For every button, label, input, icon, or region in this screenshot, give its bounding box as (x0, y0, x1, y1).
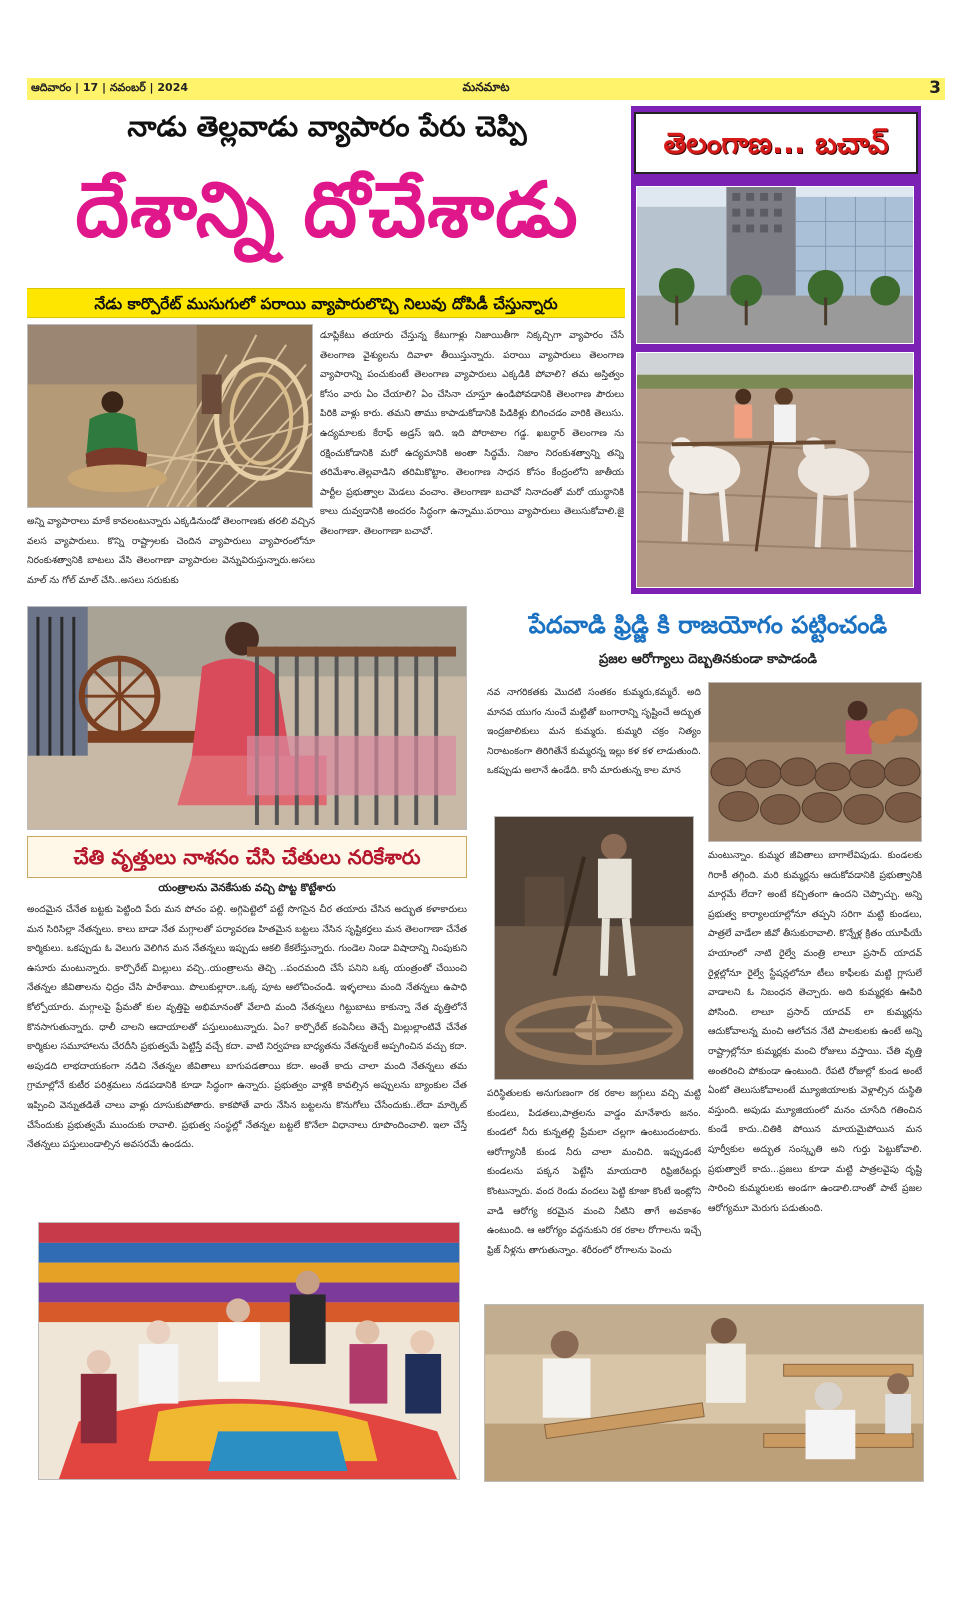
handloom-body (27, 900, 467, 1214)
handloom-body-text: అందమైన చేనేత బట్టకు పెట్టింది పేరు మన పోచం పల్లి. అగ్గిపెట్టెలో పట్టే సొగసైన చీర తయారు చేసిన అద్భుత కళాకారులు మన సిరిసిల్లా నేతన్నలు. కాలు బాడా నేత మగ్గాలతో పర్యావరణ హితమైన బట్టలు నేసిన సృష్టికర్తలు మన తెలంగాణా చేనేత కార్మికులు. ఒకప్పుడు ఓ వెలుగు వెలిగిన మన నేతన్నలు ఇప్పుడు ఆకలి కేకలేస్తున్నారు. గుండెల నిండా విషాదాన్ని నింపుకుని ఉసూరు మంటున్నారు. కార్పొరేట్ మిల్లులు వచ్చి..యంత్రాలను తెచ్చి ..పందమంది చేసే పనిని ఒక్క యంత్రంతో చేయించి నేతన్నల జీవితాలను ఛిద్రం చేసి పారేశాయి. పొలుకుల్లారా..ఒక్క పూట ఆలోచించండి. ఇళ్ళలాలు మంది నేతన్నలు ఉపాధి కోల్పోయారు. మగ్గాలపై ప్రేమతో కుల వృత్తిపై అభిమానంతో వేలాది మంది నేతన్నలు గిట్టుబాటు కాకున్నా నేత వృత్తిలోనే కొనసాగుతున్నారు. ధాలీ చాలని ఆదాయాలతో పస్తులుంటున్నారు. ఏం? కార్పొరేట్ కంపెనీలు తెచ్చే మిల్లుల్లాంటివే చేనేత కార్మికుల సమూహాలను చేరదీసి ప్రభుత్వమే పెట్టిస్తే వచ్చే కదా. వాటి నిర్వహణ బాధ్యతను నేతన్నలకే అప్పగించిన వచ్చు కదా. అపుడది లాభదాయకంగా నడిచి నేతన్నల జీవితాలు బాగుపడతాయి కదా. అంతే కాదు చాలా మంది నేతన్నలు తమ గ్రామాల్లోనే కుటీర పరిశ్రమలు నడపడానికి కూడా సిద్ధంగా ఉన్నారు. ప్రభుత్వం వాళ్లకి కావల్సిన అప్పులను బ్యాంకుల చేత ఇప్పించి వెన్నుతడితే చాలు వాళ్లు దూసుకుపోతారు. కాకపోతే వారు నేసిన బట్టలను కొనుగోలు చేసేందుకు..లేదా మార్కెట్ చేసేందుకు ప్రభుత్వమే ముందుకు రావాలి. ప్రభుత్వ సంస్థల్లో నేతన్నల బట్టలే కొనేలా విధానాలు రూపొందించాలి. ఇలా చేస్తే నేతన్నలు పస్తులుండాల్సిన అవసరమే ఉండదు. (27, 904, 467, 1151)
lead-subhead (27, 288, 625, 318)
issue-date: ఆదివారం | 17 | నవంబర్ | 2024 (31, 81, 189, 94)
pottery-col-c-text: పరిస్థితులకు అనుగుణంగా రక రకాల జగ్గులు వచ్చి మట్టి కుండలు, పిడతలు,పాత్రలను వాడ్డం మానేశారు జనం. కుండలో నీరు కున్నతల్లి ప్రేమలా చల్లగా ఉంటుందంటారు. ఆరోగ్యానికీ కుండ నీరు చాలా మంచిది. ఇప్పుడంటే కుండలను పక్కన పెట్టేసి మాయదారి రిఫ్రిజిరేటర్లు కొంటున్నారు. వంద రెండు వందలు పెట్టి కూజా కొంటే ఇంట్లోని వాడి ఆరోగ్య కరమైన మంచి నీటిని తాగే అవకాశం ఉంటుంది. ఆ ఆరోగ్యం వద్దనుకుని రక రకాల రోగాలను ఇచ్చే ఫ్రిజ్ నీళ్లను తాగుతున్నాం. శరీరంలో రోగాలను పెంచు (487, 1088, 701, 1256)
shopping-mall-photo (636, 186, 914, 344)
saree-shop-photo (38, 1222, 460, 1480)
lead-kicker: నాడు తెల్లవాడు వ్యాపారం పేరు చెప్పి (127, 110, 527, 143)
pottery-col-a (487, 683, 701, 811)
lead-text-right (320, 326, 624, 600)
page-number: 3 (929, 78, 941, 98)
handloom-headline-box (27, 836, 467, 878)
potter-wheel-photo (494, 816, 694, 1080)
lead-text-right-body: డూప్లికేటు తయారు చేస్తున్న కేటుగాళ్లు నిజాయితీగా నిక్కచ్చిగా వ్యాపారం చేసే తెలంగాణ వైశ్యులను దివాళా తీయిస్తున్నారు. పరాయి వ్యాపారులు తెలంగాణ వ్యాపారాన్ని పంచుకుంటే తెలంగాణ వ్యాపారులు ఎక్కడికి పోవాలి? తమ అస్తిత్వం కోసం వారు ఏం చేయాలి? ఏం చేసినా చూస్తూ ఉండిపోవడానికి తెలంగాణ పౌరులు పిరికి వాళ్లు కారు. తమని తాము కాపాడుకోడానికి పిడికిళ్లు బిగించడం వారికి తెలుసు. ఉద్యమాలకు కేరాఫ్ అడ్రస్ ఇది. ఇది పోరాటాల గడ్డ. ఖబర్దార్ తెలంగాణ ను రక్షించుకోడానికి మరో ఉద్యమానికి అంతా సిద్ధమే. నిజాం నిరంకుశత్వాన్ని తన్ని తరిమేశాం.తెల్లవాడిని తరిమికొట్టాం. తెలంగాణ సాధన కోసం కేంద్రంలోని జాతీయ పార్టీల ప్రభుత్వాల మెడలు వంచాం. తెలంగాణా బచావో నినాదంతో మరో యుద్ధానికి కాలు దువ్వడానికి అందరం సిద్ధంగా ఉన్నాము.పరాయి వ్యాపారులు తెలుసుకోవాలి.జై తెలంగాణా. తెలంగాణా బచావో. (320, 330, 624, 537)
pottery-col-b-text: మంటున్నాం. కుమ్మర జీవితాలు బాగాలేవిపుడు. కుండలకు గిరాకీ తగ్గింది. మరి కుమ్మర్లను ఆదుకోవడానికి ప్రభుత్వానికి మార్గమే లేదా? అంటే కచ్చితంగా ఉందని చెప్పొచ్చు. అన్ని ప్రభుత్వ కార్యాలయాల్లోనూ తప్పని సరిగా మట్టి కుండలు, పాత్రలే వాడేలా జీవో తీసుకురావాలి. కొన్నేళ్ల క్రితం యూపీయే హయాంలో నాటి రైల్వే మంత్రి లాలూ ప్రసాద్ యాదవ్ రైళ్లల్లోనూ రైల్వే స్టేషన్లలోనూ టీలు కాఫీలకు మట్టి గ్లాసులే వాడాలని ఓ నిబంధన తెచ్చారు. అది కుమ్మర్లకు ఊపిరి పోసింది. లాలూ ప్రసాద్ యాదవ్ లా కుమ్మర్లను ఆదుకోవాలన్న మంచి ఆలోచన నేటి పాలకులకు ఉంటే అన్ని రాష్ట్రాల్లోనూ కుమ్మర్లకు మంచి రోజులు వస్తాయి. చేతి వృత్తి అంతరించి పోకుండా ఉంటుంది. రేపటి రోజుల్లో కుండ అంటే ఏంటో తెలుసుకోవాలంటే మ్యూజియాలకు వెళ్లాల్సిన దుస్థితి వస్తుంది. అపుడు మ్యూజియంలో మనం చూసేది గతించిన కుండే కాదు..చితికి పోయిన మాయమైపోయిన మన పూర్వీకుల అద్భుత సంస్కృతి అని గుర్తు పెట్టుకోవాలి. ప్రభుత్వాలే కాదు...ప్రజలు కూడా మట్టి పాత్రలవైపు దృష్టి సారించి కుమ్మరులకు అండగా ఉండాలి.దాంతో పాటే ప్రజల ఆరోగ్యమూ మెరుగు పడుతుంది. (708, 850, 922, 1214)
lead-text-under-photo (27, 512, 315, 600)
pottery-col-a-text: నవ నాగరికతకు మొదటి సంతకం కుమ్మరు,కమ్మరే. అది మానవ యుగం నుంచే మట్టితో బంగారాన్ని సృష్టించే అద్భుత ఇంద్రజాలికులు మన కుమ్మరు. కుమ్మరి చక్రం నిత్యం నిరాటంకంగా తిరిగితేనే కుమ్మరన్న ఇల్లు కళ కళ లాడుతుంది. ఒకప్పుడు అలానే ఉండేది. కానీ మారుతున్న కాల మాన (487, 687, 701, 777)
paper-name: మనమాట (462, 80, 510, 94)
farmer-bullocks-photo (636, 352, 914, 588)
handloom-subhead: యంత్రాలను వెనకేసుకు వచ్చి పొట్ట కొట్టేశారు (158, 882, 336, 894)
lead-text-under-photo-body: అన్ని వ్యాపారాలు మాకే కావలంటున్నారు ఎక్కడినుండో తెలంగాణకు తరలి వచ్చిన వలస వ్యాపారులు. కొన్ని రాష్ట్రాలకు చెందిన వ్యాపారులు వ్యాపారంలోనూ నిరంకుశత్వానికి బాటలు వేసి తెలంగాణా వ్యాపారుల వెన్నువిరుస్తున్నారు.అసలు మాల్ ను గోల్ మాల్ చేసి..అసలు సరుకుకు (27, 516, 315, 586)
pottery-col-c (487, 1084, 701, 1300)
basket-weaving-photo (27, 324, 313, 508)
pottery-subhead: ప్రజల ఆరోగ్యాలు దెబ్బతినకుండా కాపాడండి (598, 652, 818, 667)
potter-woman-pots-photo (708, 682, 922, 842)
handloom-headline: చేతి వృత్తులు నాశనం చేసి చేతులు నరికేశారు (73, 845, 421, 869)
handloom-weaver-photo (27, 606, 467, 830)
pottery-headline: పేదవాడి ఫ్రిడ్జి కి రాజయోగం పట్టించండి (528, 611, 888, 639)
pottery-col-b (708, 846, 922, 1300)
banner-title: తెలంగాణ... బచావ్ (663, 126, 889, 160)
page-header-bar (27, 78, 945, 100)
lead-headline: దేశాన్ని దోచేశాడు (75, 165, 579, 254)
lead-subhead-text: నేడు కార్పొరేట్ ముసుగులో పరాయి వ్యాపారులొచ్చి నిలువు దోపిడీ చేస్తున్నారు (94, 295, 558, 313)
carpenters-photo (484, 1304, 924, 1482)
banner-title-box (634, 112, 918, 174)
